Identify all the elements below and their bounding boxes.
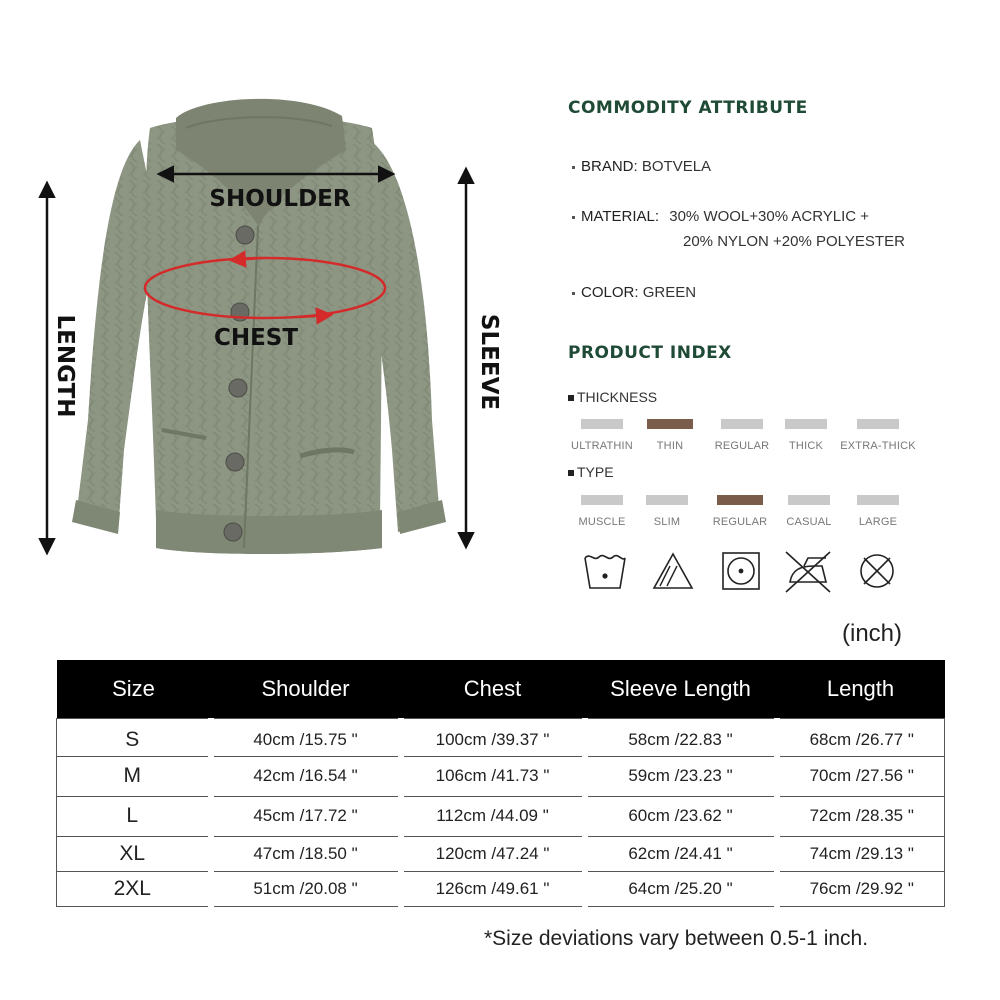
- header-chest: Chest: [401, 660, 585, 718]
- size-cell: XL: [57, 836, 211, 871]
- type-option-muscle: MUSCLE: [562, 495, 642, 528]
- table-row: [57, 718, 945, 756]
- size-deviation-note: *Size deviations vary between 0.5-1 inch.: [484, 927, 869, 950]
- type-heading-label: TYPE: [577, 464, 614, 480]
- shoulder-cell: 42cm /16.54 ": [211, 756, 401, 796]
- sweater-illustration: [0, 0, 540, 620]
- header-size: Size: [57, 660, 211, 718]
- thickness-option-thick: THICK: [766, 419, 846, 452]
- unit-label: (inch): [842, 620, 903, 647]
- size-table: [56, 660, 945, 907]
- type-scale: [570, 495, 930, 535]
- sleeve-length-cell: 62cm /24.41 ": [585, 836, 777, 871]
- product-index-title: PRODUCT INDEX: [568, 343, 732, 363]
- size-cell: S: [57, 718, 211, 756]
- thickness-option-extra-thick: EXTRA-THICK: [838, 419, 918, 452]
- type-heading: [568, 464, 614, 480]
- table-row: [57, 871, 945, 906]
- hand-wash-icon: [582, 546, 628, 596]
- thickness-option-regular: REGULAR: [702, 419, 782, 452]
- material-value-line2: 20% NYLON +20% POLYESTER: [683, 233, 905, 250]
- table-row: [57, 796, 945, 836]
- thickness-heading: [568, 389, 657, 405]
- material-key: MATERIAL:: [581, 208, 660, 225]
- chest-cell: 120cm /47.24 ": [401, 836, 585, 871]
- no-dry-clean-icon: [854, 546, 900, 596]
- thickness-option-thin: THIN: [630, 419, 710, 452]
- size-cell: 2XL: [57, 871, 211, 906]
- bleach-icon: [650, 546, 696, 596]
- header-length: Length: [777, 660, 945, 718]
- table-row: [57, 836, 945, 871]
- thickness-scale: [570, 419, 930, 459]
- thickness-heading-label: THICKNESS: [577, 389, 658, 405]
- type-option-casual: CASUAL: [769, 495, 849, 528]
- shoulder-cell: 45cm /17.72 ": [211, 796, 401, 836]
- thickness-option-ultrathin: ULTRATHIN: [562, 419, 642, 452]
- type-option-slim: SLIM: [627, 495, 707, 528]
- material-value-line1: 30% WOOL+30% ACRYLIC +: [669, 208, 870, 225]
- sleeve-length-cell: 58cm /22.83 ": [585, 718, 777, 756]
- length-cell: 76cm /29.92 ": [777, 871, 945, 906]
- tumble-dry-icon: [718, 546, 764, 596]
- brand-value: BOTVELA: [641, 158, 712, 175]
- length-label: LENGTH: [52, 314, 78, 418]
- sleeve-length-cell: 59cm /23.23 ": [585, 756, 777, 796]
- brand-key: BRAND:: [581, 158, 638, 175]
- type-option-large: LARGE: [838, 495, 918, 528]
- chest-cell: 106cm /41.73 ": [401, 756, 585, 796]
- length-cell: 68cm /26.77 ": [777, 718, 945, 756]
- chest-cell: 112cm /44.09 ": [401, 796, 585, 836]
- chest-cell: 126cm /49.61 ": [401, 871, 585, 906]
- size-cell: L: [57, 796, 211, 836]
- color-value: GREEN: [642, 284, 697, 301]
- length-cell: 70cm /27.56 ": [777, 756, 945, 796]
- length-cell: 72cm /28.35 ": [777, 796, 945, 836]
- header-shoulder: Shoulder: [211, 660, 401, 718]
- material-attribute: [572, 208, 869, 225]
- type-option-regular: REGULAR: [700, 495, 780, 528]
- sleeve-length-cell: 64cm /25.20 ": [585, 871, 777, 906]
- color-attribute: [572, 284, 696, 301]
- shoulder-cell: 51cm /20.08 ": [211, 871, 401, 906]
- color-key: COLOR:: [581, 284, 639, 301]
- no-iron-icon: [782, 546, 834, 596]
- chest-cell: 100cm /39.37 ": [401, 718, 585, 756]
- table-header-row: [57, 660, 945, 718]
- commodity-attribute-title: COMMODITY ATTRIBUTE: [568, 98, 808, 118]
- sleeve-label: SLEEVE: [476, 313, 502, 411]
- chest-label: CHEST: [213, 325, 299, 351]
- size-cell: M: [57, 756, 211, 796]
- table-row: [57, 756, 945, 796]
- brand-attribute: [572, 158, 711, 175]
- shoulder-label: SHOULDER: [209, 186, 351, 212]
- header-sleeve-length: Sleeve Length: [585, 660, 777, 718]
- length-cell: 74cm /29.13 ": [777, 836, 945, 871]
- shoulder-cell: 40cm /15.75 ": [211, 718, 401, 756]
- shoulder-cell: 47cm /18.50 ": [211, 836, 401, 871]
- sleeve-length-cell: 60cm /23.62 ": [585, 796, 777, 836]
